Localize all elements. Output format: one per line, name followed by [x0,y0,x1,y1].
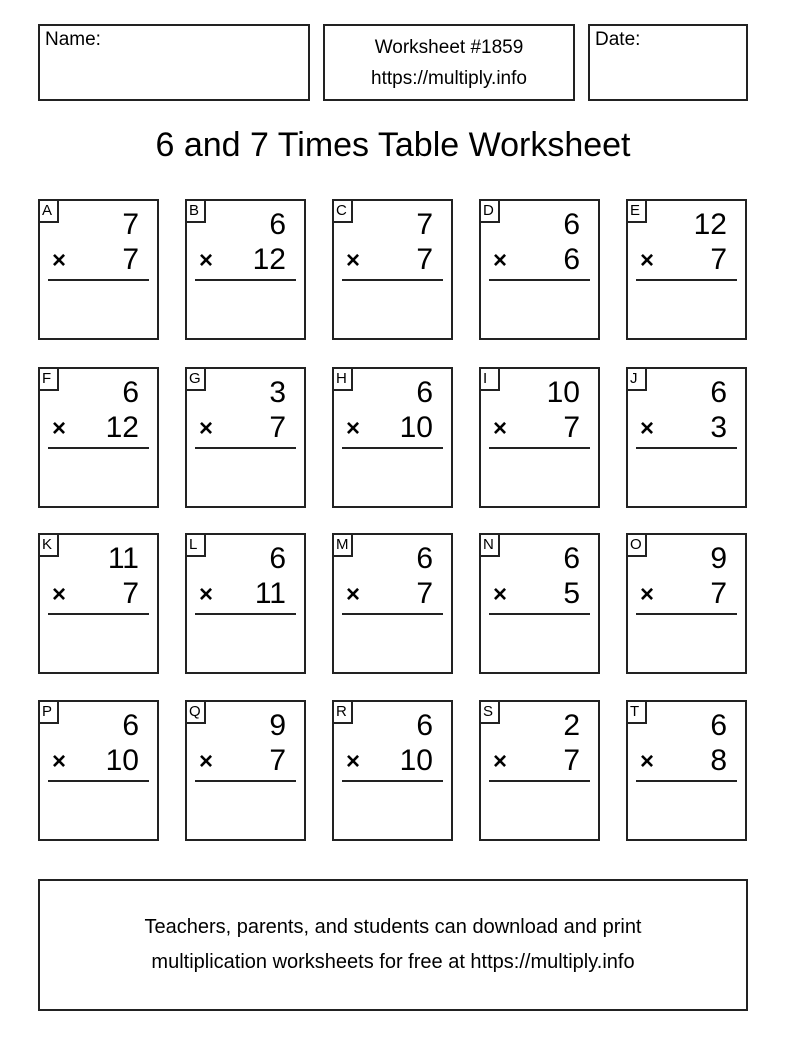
multiplier: 7 [122,577,139,610]
multiplier: 7 [416,243,433,276]
problem-card-t [626,700,747,841]
multiply-icon: × [346,748,361,775]
multiplicand: 10 [546,376,580,409]
answer-area[interactable] [342,619,443,666]
answer-area[interactable] [489,786,590,833]
date-label: Date: [595,29,641,50]
answer-rule-divider [489,279,590,281]
multiply-icon: × [640,748,655,775]
footer-box [38,879,748,1011]
multiplier: 7 [269,411,286,444]
answer-area[interactable] [636,453,737,500]
problem-card-n [479,533,600,674]
problem-card-d [479,199,600,340]
multiplier: 12 [105,411,139,444]
problem-letter: I [479,367,500,391]
multiply-icon: × [52,415,67,442]
multiply-icon: × [199,415,214,442]
answer-area[interactable] [342,786,443,833]
problem-card-a [38,199,159,340]
answer-area[interactable] [48,453,149,500]
answer-area[interactable] [636,619,737,666]
answer-rule-divider [636,279,737,281]
answer-area[interactable] [195,285,296,332]
multiply-icon: × [199,748,214,775]
multiplicand: 6 [710,376,727,409]
problem-card-k [38,533,159,674]
problem-letter: K [38,533,59,557]
problem-card-f [38,367,159,508]
worksheet-number: Worksheet #1859 [374,36,524,58]
worksheet-url: https://multiply.info [371,67,527,89]
problem-letter: S [479,700,500,724]
problem-letter: L [185,533,206,557]
problem-letter: Q [185,700,206,724]
multiply-icon: × [346,415,361,442]
multiplier: 10 [105,744,139,777]
problem-card-q [185,700,306,841]
answer-rule-divider [195,780,296,782]
answer-rule-divider [342,447,443,449]
answer-rule-divider [636,613,737,615]
multiply-icon: × [346,247,361,274]
multiply-icon: × [52,581,67,608]
answer-rule-divider [636,447,737,449]
multiplicand: 6 [122,709,139,742]
answer-rule-divider [342,279,443,281]
answer-rule-divider [48,780,149,782]
multiplier: 10 [399,411,433,444]
answer-rule-divider [489,780,590,782]
answer-rule-divider [342,780,443,782]
multiply-icon: × [52,748,67,775]
problem-card-m [332,533,453,674]
answer-area[interactable] [48,786,149,833]
problem-letter: M [332,533,353,557]
multiply-icon: × [199,581,214,608]
answer-rule-divider [48,613,149,615]
multiply-icon: × [493,581,508,608]
multiplicand: 11 [107,542,139,575]
answer-area[interactable] [195,786,296,833]
multiplicand: 6 [416,376,433,409]
problem-card-h [332,367,453,508]
multiply-icon: × [493,748,508,775]
multiply-icon: × [640,581,655,608]
footer-line-2: multiplication worksheets for free at https://multiply.info [151,951,635,973]
problem-letter: H [332,367,353,391]
answer-area[interactable] [342,453,443,500]
multiplicand: 3 [269,376,286,409]
multiplier: 8 [710,744,727,777]
problem-letter: C [332,199,353,223]
problem-letter: T [626,700,647,724]
multiplicand: 9 [710,542,727,575]
multiplier: 7 [710,577,727,610]
problem-letter: P [38,700,59,724]
answer-area[interactable] [342,285,443,332]
problem-card-c [332,199,453,340]
multiplicand: 12 [693,208,727,241]
answer-rule-divider [489,447,590,449]
footer-line-1: Teachers, parents, and students can download and print [144,916,642,938]
multiplicand: 6 [122,376,139,409]
answer-area[interactable] [48,619,149,666]
multiply-icon: × [493,247,508,274]
answer-rule-divider [48,447,149,449]
multiplicand: 6 [416,709,433,742]
multiply-icon: × [493,415,508,442]
answer-area[interactable] [489,619,590,666]
problem-card-o [626,533,747,674]
answer-rule-divider [636,780,737,782]
problem-letter: E [626,199,647,223]
multiplier: 7 [122,243,139,276]
answer-area[interactable] [195,619,296,666]
problem-card-g [185,367,306,508]
name-label: Name: [45,29,101,50]
problem-letter: F [38,367,59,391]
problem-card-e [626,199,747,340]
answer-rule-divider [195,613,296,615]
answer-area[interactable] [489,285,590,332]
multiplicand: 6 [269,542,286,575]
multiplier: 7 [563,411,580,444]
answer-rule-divider [48,279,149,281]
problem-card-r [332,700,453,841]
multiply-icon: × [346,581,361,608]
answer-area[interactable] [195,453,296,500]
multiplier: 7 [563,744,580,777]
date-field-box[interactable] [588,24,748,101]
problem-card-l [185,533,306,674]
multiply-icon: × [640,415,655,442]
answer-area[interactable] [636,285,737,332]
problem-card-p [38,700,159,841]
answer-area[interactable] [636,786,737,833]
name-field-box[interactable] [38,24,310,101]
multiply-icon: × [640,247,655,274]
answer-rule-divider [489,613,590,615]
problem-letter: O [626,533,647,557]
multiplicand: 7 [122,208,139,241]
problem-card-i [479,367,600,508]
multiply-icon: × [199,247,214,274]
multiplicand: 2 [563,709,580,742]
page-title: 6 and 7 Times Table Worksheet [155,126,631,164]
problem-card-j [626,367,747,508]
problem-letter: D [479,199,500,223]
multiplicand: 6 [416,542,433,575]
multiplicand: 9 [269,709,286,742]
multiplier: 3 [710,411,727,444]
problem-letter: R [332,700,353,724]
answer-rule-divider [195,447,296,449]
problem-letter: A [38,199,59,223]
answer-rule-divider [195,279,296,281]
problem-letter: J [626,367,647,391]
worksheet-info-box [323,24,575,101]
multiplicand: 6 [563,542,580,575]
multiplicand: 6 [269,208,286,241]
multiply-icon: × [52,247,67,274]
multiplier: 5 [563,577,580,610]
multiplier: 6 [563,243,580,276]
problem-letter: B [185,199,206,223]
problem-letter: N [479,533,500,557]
multiplicand: 7 [416,208,433,241]
multiplier: 7 [416,577,433,610]
problem-card-s [479,700,600,841]
multiplier: 11 [254,577,286,610]
answer-area[interactable] [489,453,590,500]
multiplicand: 6 [710,709,727,742]
multiplier: 7 [269,744,286,777]
multiplier: 12 [252,243,286,276]
problem-letter: G [185,367,206,391]
problem-card-b [185,199,306,340]
multiplicand: 6 [563,208,580,241]
multiplier: 7 [710,243,727,276]
answer-rule-divider [342,613,443,615]
answer-area[interactable] [48,285,149,332]
multiplier: 10 [399,744,433,777]
